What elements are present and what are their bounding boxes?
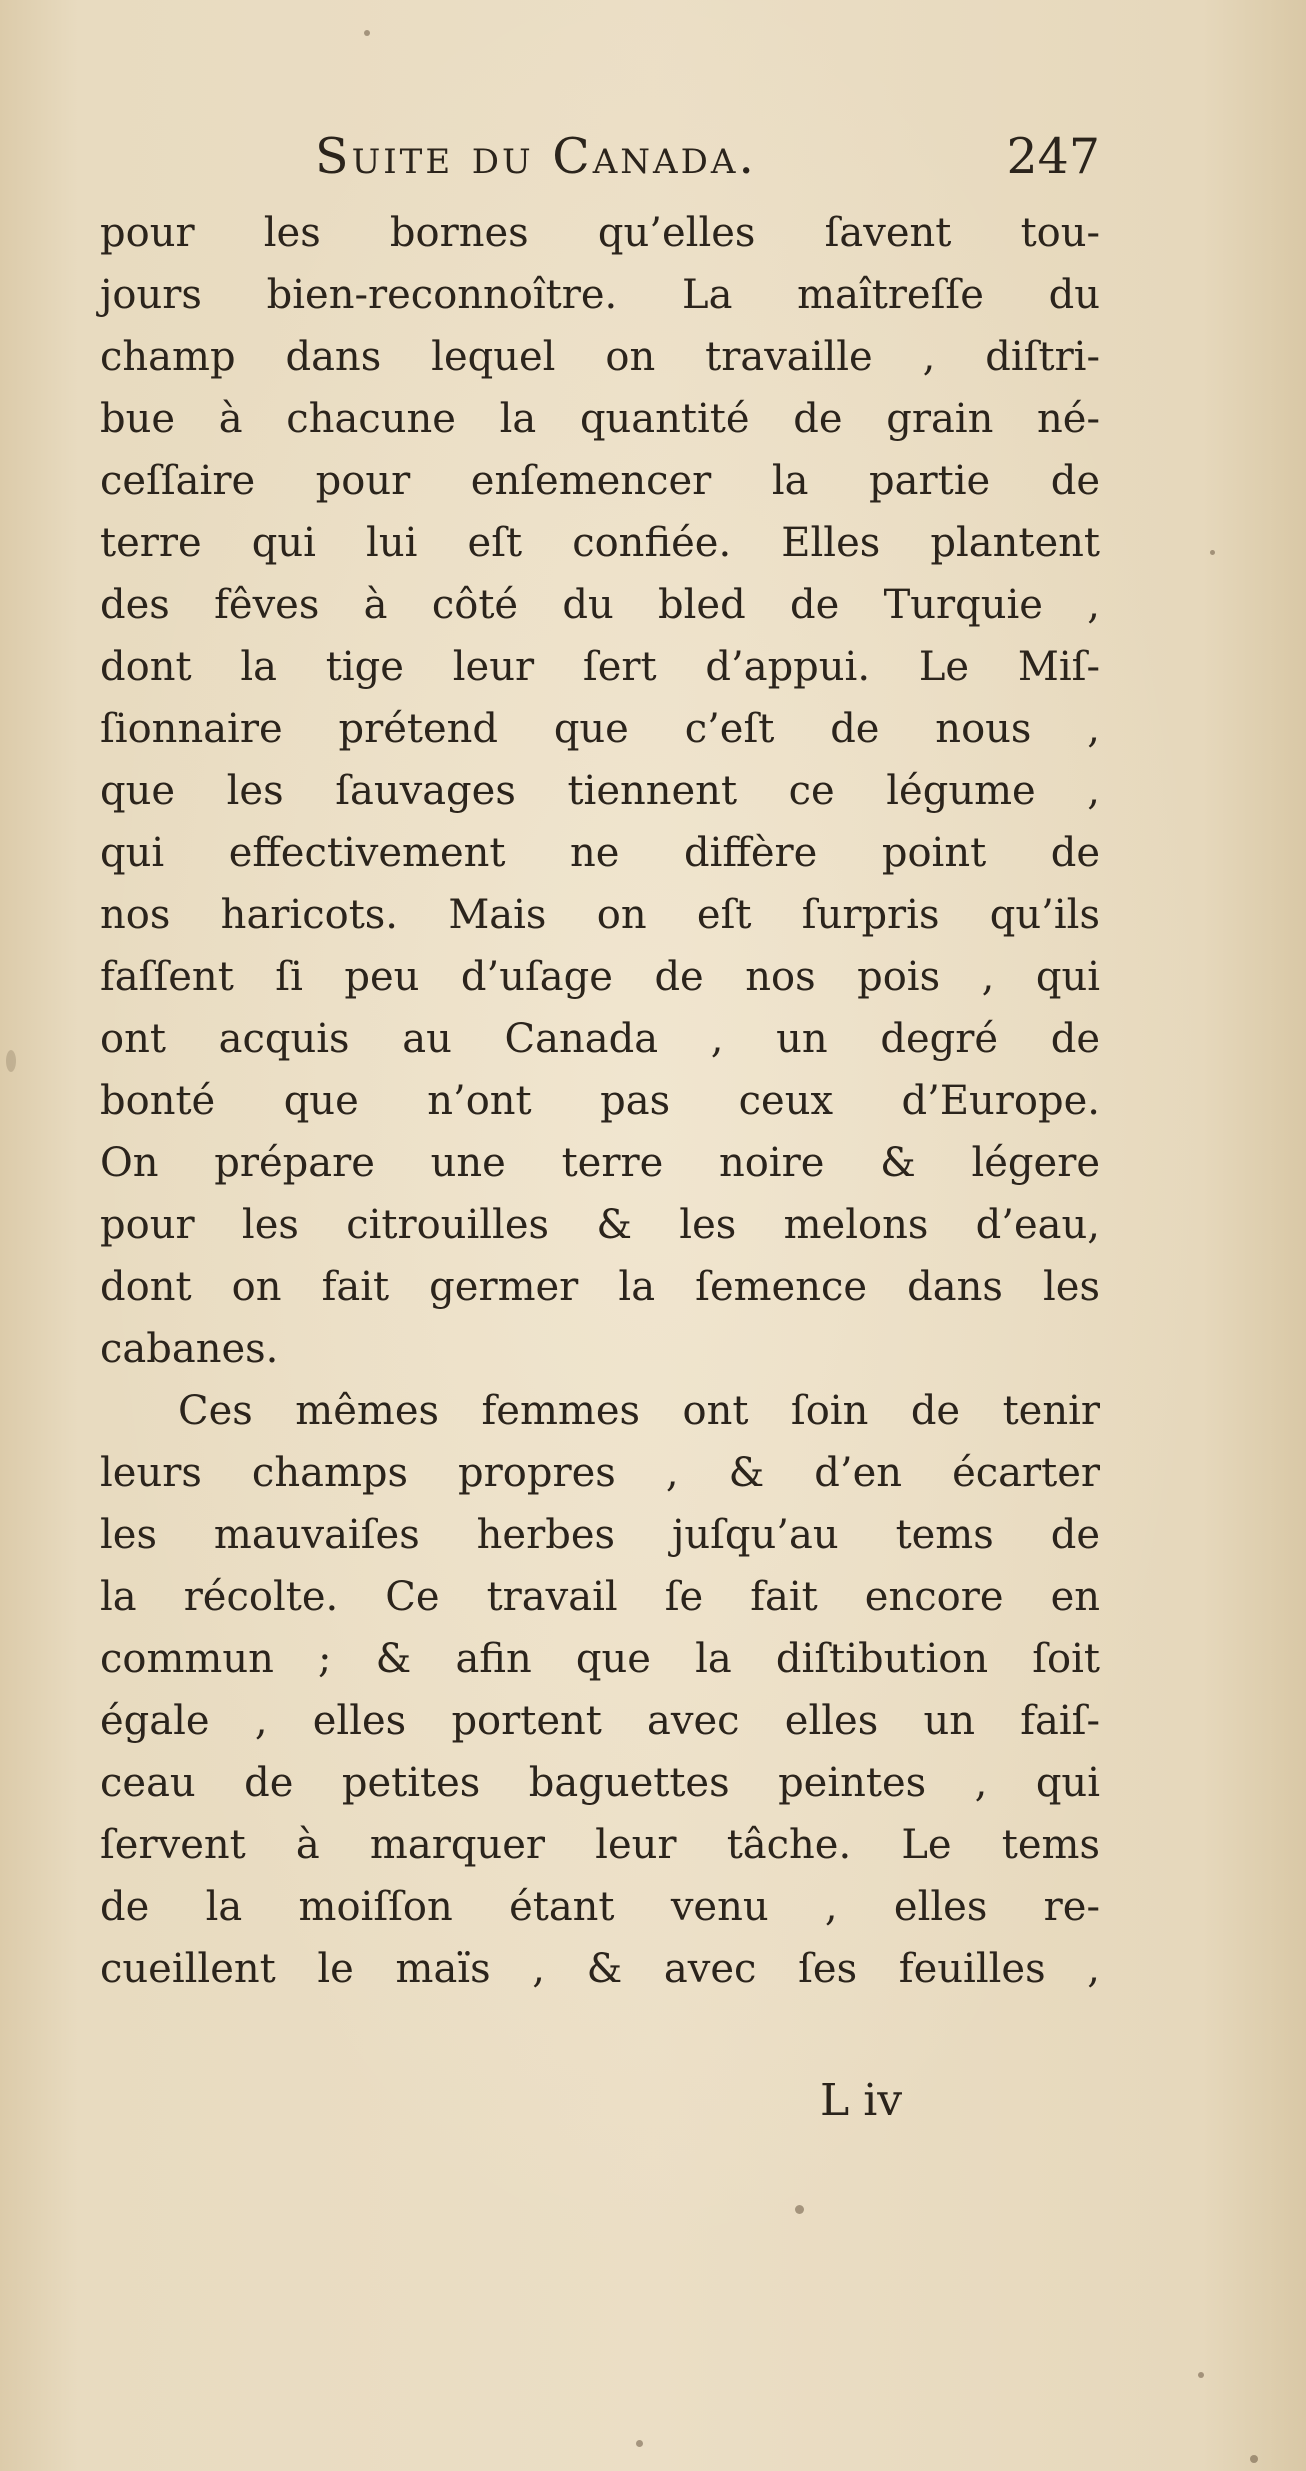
paragraph-2 — [100, 1380, 1100, 2000]
catchword-signature: L iv — [820, 2075, 903, 2126]
paper-speck — [364, 30, 370, 36]
text-line: Ces mêmes femmes ont ſoin de tenir — [178, 1388, 1100, 1434]
text-line: qui effectivement ne diffère point de — [100, 830, 1100, 876]
paper-speck — [795, 2205, 804, 2214]
text-line: jours bien-reconnoître. La maîtreſſe du — [100, 272, 1100, 318]
text-line: dont la tige leur ſert d’appui. Le Miſ- — [100, 644, 1100, 690]
text-line: pour les citrouilles & les melons d’eau, — [100, 1202, 1100, 1248]
paper-speck — [1198, 2372, 1204, 2378]
paper-speck — [1250, 2455, 1258, 2463]
text-line: leurs champs propres , & d’en écarter — [100, 1450, 1100, 1496]
text-line: cabanes. — [100, 1326, 279, 1372]
text-line: cueillent le maïs , & avec ſes feuilles , — [100, 1946, 1100, 1992]
text-line: égale , elles portent avec elles un faiſ- — [100, 1698, 1100, 1744]
text-line: ceau de petites baguettes peintes , qui — [100, 1760, 1100, 1806]
paragraph-1 — [100, 202, 1100, 1380]
text-line: commun ; & afin que la diſtibution ſoit — [100, 1636, 1100, 1682]
text-line: pour les bornes qu’elles ſavent tou- — [100, 210, 1100, 256]
paper-speck — [1210, 550, 1215, 555]
text-line: ceſſaire pour enſemencer la partie de — [100, 458, 1100, 504]
text-line: On prépare une terre noire & légere — [100, 1140, 1100, 1186]
text-line: ſionnaire prétend que c’eſt de nous , — [100, 706, 1100, 752]
text-line: bue à chacune la quantité de grain né- — [100, 396, 1100, 442]
paper-speck — [636, 2440, 643, 2447]
text-line: bonté que n’ont pas ceux d’Europe. — [100, 1078, 1100, 1124]
text-line: des fêves à côté du bled de Turquie , — [100, 582, 1100, 628]
text-line: que les ſauvages tiennent ce légume , — [100, 768, 1100, 814]
text-line: dont on fait germer la ſemence dans les — [100, 1264, 1100, 1310]
paper-speck — [6, 1050, 16, 1072]
text-line: la récolte. Ce travail ſe fait encore en — [100, 1574, 1100, 1620]
running-head: Suite du Canada. — [315, 128, 757, 185]
text-line: ſervent à marquer leur tâche. Le tems — [100, 1822, 1100, 1868]
text-line: terre qui lui eſt confiée. Elles plantent — [100, 520, 1100, 566]
text-line: champ dans lequel on travaille , diſtri- — [100, 334, 1100, 380]
text-line: les mauvaiſes herbes juſqu’au tems de — [100, 1512, 1100, 1558]
text-line: de la moiſſon étant venu , elles re- — [100, 1884, 1100, 1930]
text-line: faſſent ſi peu d’uſage de nos pois , qui — [100, 954, 1100, 1000]
page-number: 247 — [1006, 128, 1100, 185]
text-line: ont acquis au Canada , un degré de — [100, 1016, 1100, 1062]
page-header — [100, 128, 1100, 198]
text-line: nos haricots. Mais on eſt ſurpris qu’ils — [100, 892, 1100, 938]
body-text — [100, 202, 1100, 2000]
